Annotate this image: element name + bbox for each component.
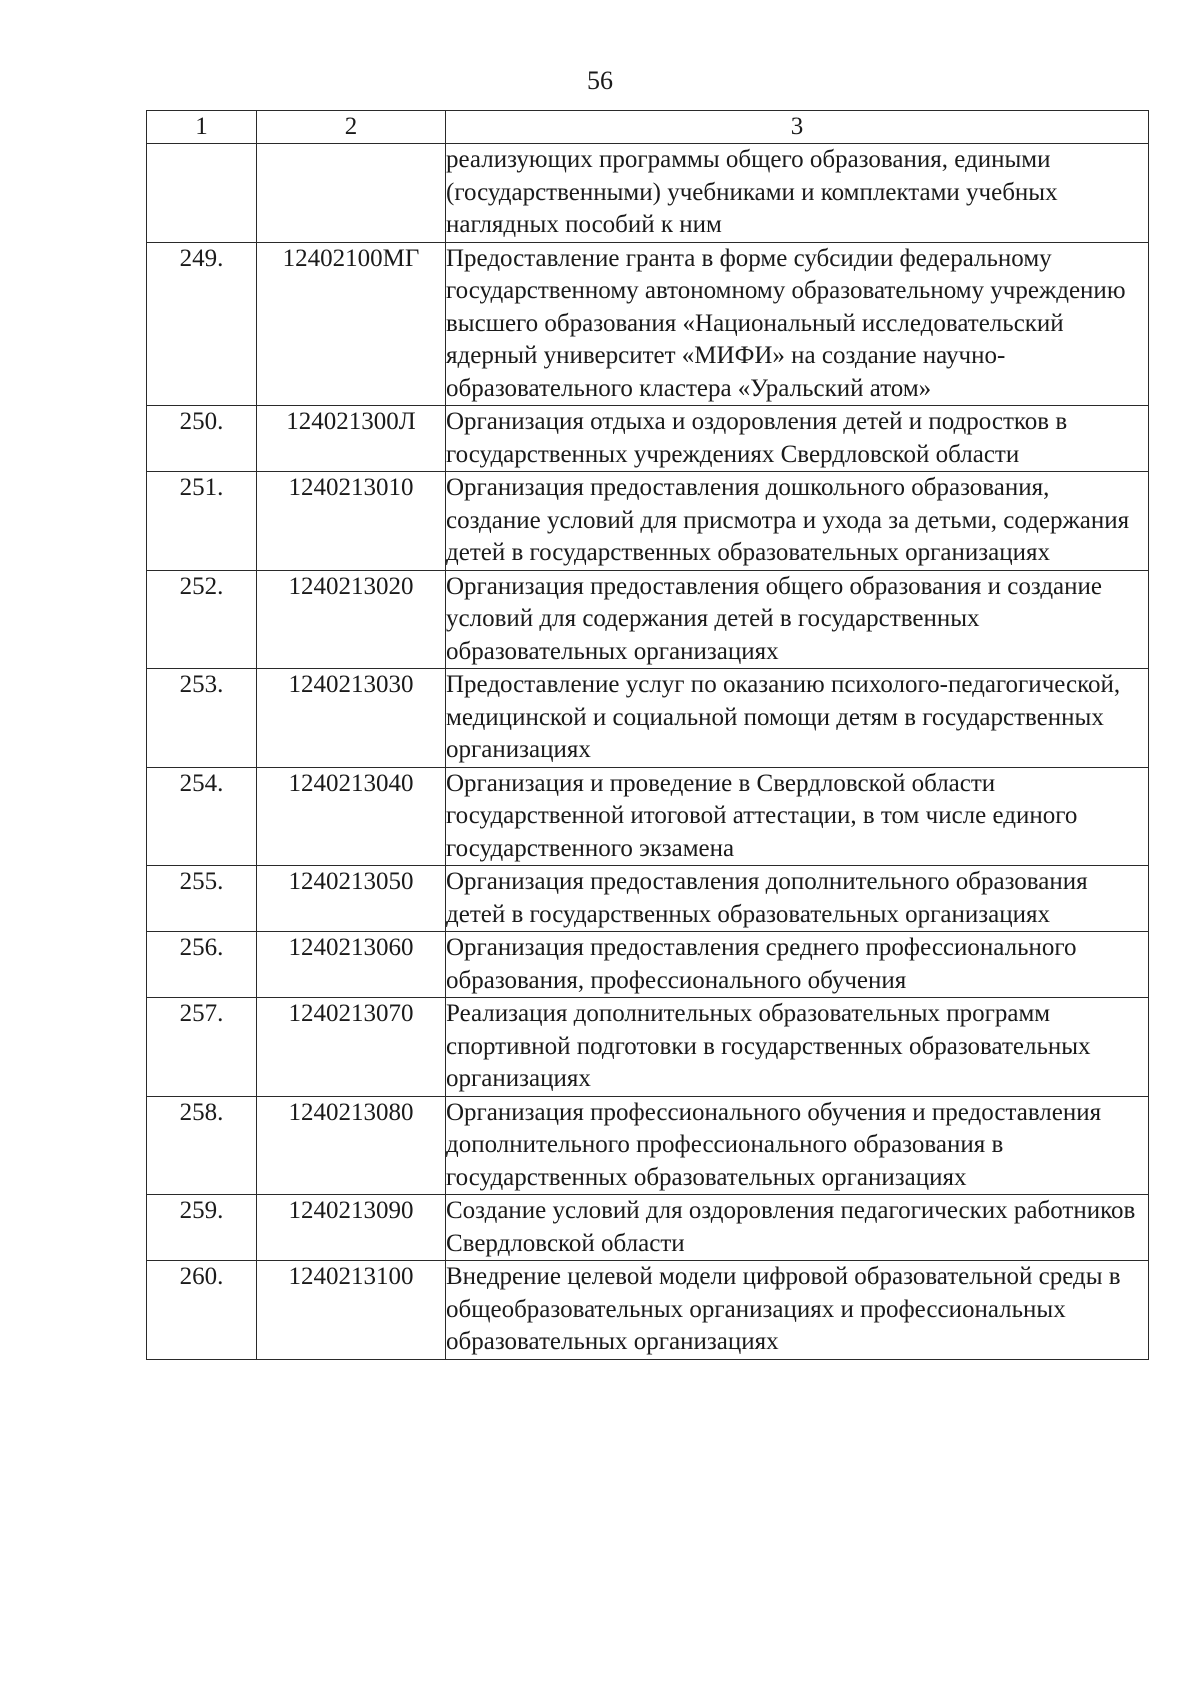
row-number: 249. xyxy=(147,242,257,406)
table-row xyxy=(147,1096,1149,1195)
budget-code-table xyxy=(146,110,1149,1360)
row-description: Предоставление гранта в форме субсидии федеральному государственному автономному образовательному учреждению высшего образования «Национальный исследовательский ядерный университет «МИФИ» на создание научно-образовательного кластера «Уральский атом» xyxy=(446,242,1149,406)
row-description: Организация отдыха и оздоровления детей и подростков в государственных учреждениях Свердловской области xyxy=(446,406,1149,472)
row-code: 1240213010 xyxy=(257,472,446,571)
table-row xyxy=(147,998,1149,1097)
table-row xyxy=(147,242,1149,406)
table-row xyxy=(147,570,1149,669)
row-number: 255. xyxy=(147,866,257,932)
table-row xyxy=(147,406,1149,472)
row-description: Предоставление услуг по оказанию психолого-педагогической, медицинской и социальной помощи детям в государственных организациях xyxy=(446,669,1149,768)
row-number: 251. xyxy=(147,472,257,571)
page-number: 56 xyxy=(587,66,613,95)
row-description: Организация и проведение в Свердловской области государственной итоговой аттестации, в том числе единого государственного экзамена xyxy=(446,767,1149,866)
row-description: Внедрение целевой модели цифровой образовательной среды в общеобразовательных организациях и профессиональных образовательных организациях xyxy=(446,1261,1149,1360)
row-description: Организация профессионального обучения и предоставления дополнительного профессионального образования в государственных образовательных организациях xyxy=(446,1096,1149,1195)
row-description: Организация предоставления среднего профессионального образования, профессионального обучения xyxy=(446,932,1149,998)
row-description: Организация предоставления общего образования и создание условий для содержания детей в государственных образовательных организациях xyxy=(446,570,1149,669)
row-code: 1240213090 xyxy=(257,1195,446,1261)
table-row xyxy=(147,1195,1149,1261)
row-description: реализующих программы общего образования, едиными (государственными) учебниками и комплектами учебных наглядных пособий к ним xyxy=(446,144,1149,243)
row-code: 1240213050 xyxy=(257,866,446,932)
row-number: 252. xyxy=(147,570,257,669)
row-code: 1240213060 xyxy=(257,932,446,998)
row-code: 1240213070 xyxy=(257,998,446,1097)
table-body xyxy=(147,144,1149,1360)
row-number: 257. xyxy=(147,998,257,1097)
row-code: 124021300Л xyxy=(257,406,446,472)
table-row xyxy=(147,767,1149,866)
table-row xyxy=(147,144,1149,243)
row-number: 258. xyxy=(147,1096,257,1195)
row-number xyxy=(147,144,257,243)
row-description: Организация предоставления дополнительного образования детей в государственных образовательных организациях xyxy=(446,866,1149,932)
row-description: Организация предоставления дошкольного образования, создание условий для присмотра и ухода за детьми, содержания детей в государственных образовательных организациях xyxy=(446,472,1149,571)
row-number: 260. xyxy=(147,1261,257,1360)
table-row xyxy=(147,866,1149,932)
row-code: 12402100МГ xyxy=(257,242,446,406)
row-code: 1240213030 xyxy=(257,669,446,768)
row-number: 254. xyxy=(147,767,257,866)
table-row xyxy=(147,669,1149,768)
table-row xyxy=(147,932,1149,998)
header-col-2: 2 xyxy=(257,111,446,144)
row-number: 256. xyxy=(147,932,257,998)
header-row xyxy=(147,111,1149,144)
row-number: 259. xyxy=(147,1195,257,1261)
row-code: 1240213080 xyxy=(257,1096,446,1195)
header-col-1: 1 xyxy=(147,111,257,144)
row-description: Реализация дополнительных образовательных программ спортивной подготовки в государственных образовательных организациях xyxy=(446,998,1149,1097)
row-description: Создание условий для оздоровления педагогических работников Свердловской области xyxy=(446,1195,1149,1261)
row-number: 250. xyxy=(147,406,257,472)
table-header xyxy=(147,111,1149,144)
row-code: 1240213100 xyxy=(257,1261,446,1360)
row-code: 1240213020 xyxy=(257,570,446,669)
row-code: 1240213040 xyxy=(257,767,446,866)
row-code xyxy=(257,144,446,243)
table-row xyxy=(147,1261,1149,1360)
table-row xyxy=(147,472,1149,571)
header-col-3: 3 xyxy=(446,111,1149,144)
row-number: 253. xyxy=(147,669,257,768)
